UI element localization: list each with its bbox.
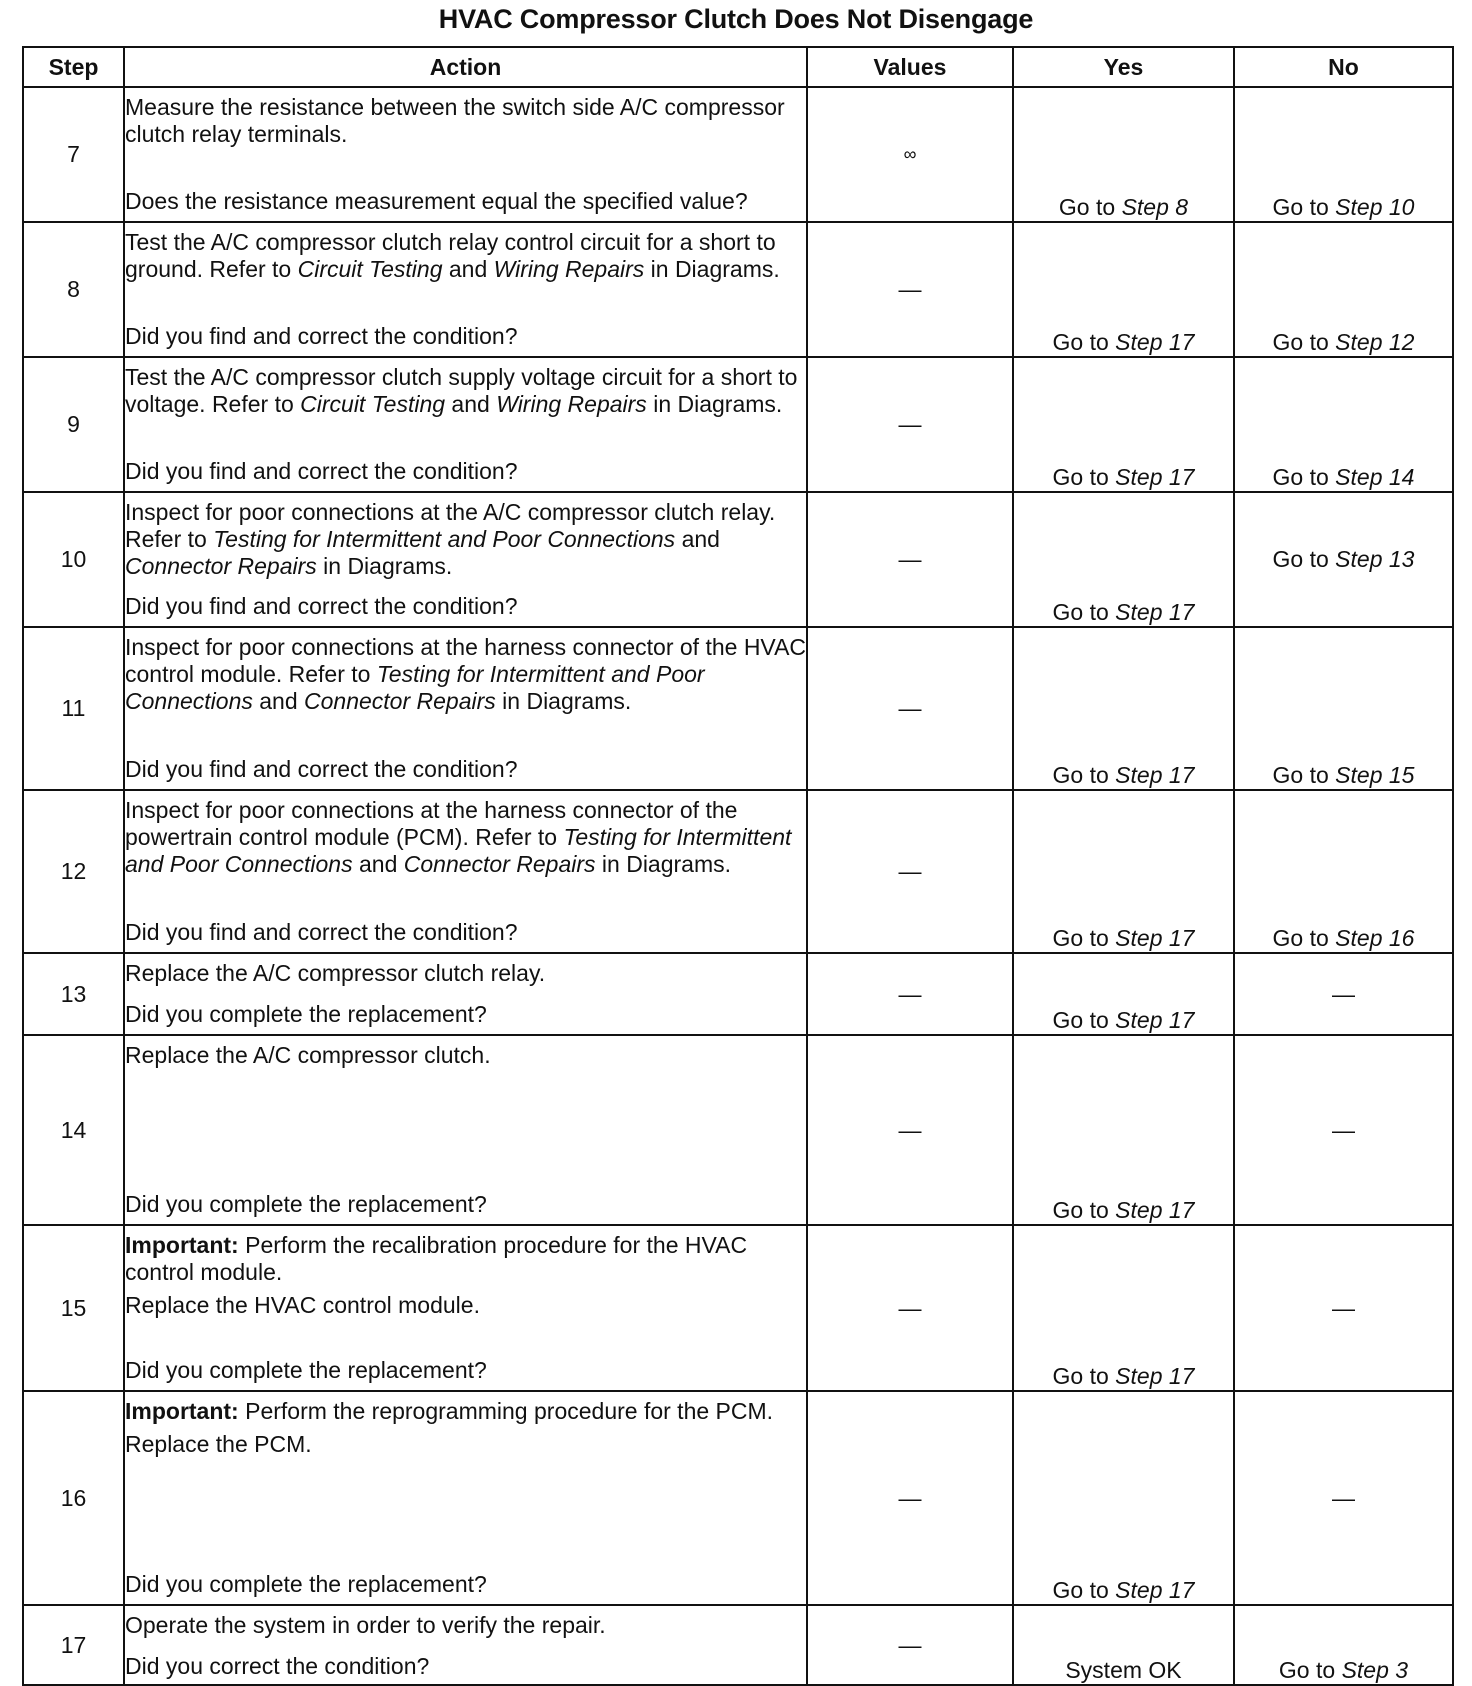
action-question: Did you find and correct the condition? <box>125 323 518 349</box>
no-step-link[interactable]: Step 3 <box>1341 1657 1409 1683</box>
yes-step-link[interactable]: Step 17 <box>1115 599 1195 625</box>
no-cell: — <box>1234 1035 1453 1225</box>
table-row <box>23 953 1453 1035</box>
value-cell: — <box>807 627 1013 790</box>
action-text: Measure the resistance between the switch side A/C compressor clutch relay terminals. <box>125 94 785 147</box>
action-text-part: in Diagrams. <box>495 688 632 714</box>
no-prefix: Go to <box>1272 194 1336 220</box>
yes-prefix: Go to <box>1058 194 1122 220</box>
yes-cell <box>1013 790 1234 953</box>
action-cell <box>124 87 807 222</box>
action-text <box>125 791 806 878</box>
step-number: 17 <box>23 1605 124 1685</box>
value-cell: — <box>807 357 1013 492</box>
yes-prefix: Go to <box>1052 599 1116 625</box>
yes-cell <box>1013 1391 1234 1605</box>
action-text <box>125 358 806 418</box>
no-cell <box>1234 357 1453 492</box>
step-number: 11 <box>23 627 124 790</box>
action-text-part: in Diagrams. <box>646 391 783 417</box>
reference-link[interactable]: Wiring Repairs <box>496 391 647 417</box>
action-question: Does the resistance measurement equal the specified value? <box>125 188 748 214</box>
table-row <box>23 1035 1453 1225</box>
header-no: No <box>1234 47 1453 87</box>
yes-prefix: Go to <box>1052 762 1116 788</box>
table-row <box>23 1605 1453 1685</box>
reference-link[interactable]: Testing for Intermittent and Poor Connections <box>213 526 676 552</box>
action-text-group <box>125 1392 806 1458</box>
table-row <box>23 222 1453 357</box>
yes-prefix: Go to <box>1052 464 1116 490</box>
page-title: HVAC Compressor Clutch Does Not Disengage <box>438 4 1034 34</box>
table-row <box>23 790 1453 953</box>
yes-step-link[interactable]: Step 8 <box>1121 194 1189 220</box>
important-label: Important: <box>125 1232 239 1258</box>
yes-step-link[interactable]: Step 17 <box>1115 762 1195 788</box>
no-cell: — <box>1234 1391 1453 1605</box>
action-question: Did you find and correct the condition? <box>125 756 518 782</box>
action-text: Operate the system in order to verify the repair. <box>125 1612 606 1638</box>
action-question: Did you complete the replacement? <box>125 1571 487 1597</box>
action-question: Did you find and correct the condition? <box>125 458 518 484</box>
yes-cell <box>1013 1225 1234 1391</box>
table-row <box>23 627 1453 790</box>
reference-link[interactable]: Testing for Intermittent and Poor Connections <box>125 824 792 877</box>
reference-link[interactable]: Circuit Testing <box>300 391 446 417</box>
yes-prefix: Go to <box>1052 925 1116 951</box>
no-prefix: Go to <box>1272 762 1336 788</box>
action-text <box>125 493 806 580</box>
table-row <box>23 357 1453 492</box>
action-text-part: in Diagrams. <box>644 256 780 282</box>
no-cell <box>1234 627 1453 790</box>
yes-prefix: Go to <box>1052 1007 1116 1033</box>
action-cell <box>124 492 807 627</box>
action-question: Did you correct the condition? <box>125 1653 430 1679</box>
yes-cell <box>1013 87 1234 222</box>
yes-cell <box>1013 492 1234 627</box>
value-cell: — <box>807 1605 1013 1685</box>
header-step: Step <box>23 47 124 87</box>
no-step-link[interactable]: Step 12 <box>1335 329 1415 355</box>
no-step-link[interactable]: Step 14 <box>1335 464 1415 490</box>
no-cell <box>1234 790 1453 953</box>
action-text: Replace the HVAC control module. <box>125 1292 480 1318</box>
no-prefix: Go to <box>1272 329 1336 355</box>
value-cell: — <box>807 790 1013 953</box>
action-text: Replace the A/C compressor clutch relay. <box>125 960 546 986</box>
yes-cell <box>1013 222 1234 357</box>
action-cell <box>124 953 807 1035</box>
action-text-part: and <box>445 391 497 417</box>
header-action: Action <box>124 47 807 87</box>
yes-cell <box>1013 1035 1234 1225</box>
header-yes: Yes <box>1013 47 1234 87</box>
yes-prefix: Go to <box>1052 329 1116 355</box>
no-prefix: Go to <box>1272 464 1336 490</box>
no-cell <box>1234 87 1453 222</box>
action-text-part: in Diagrams. <box>595 851 732 877</box>
table-row <box>23 1391 1453 1605</box>
yes-step-link[interactable]: Step 17 <box>1115 464 1195 490</box>
no-cell <box>1234 492 1453 627</box>
step-number: 16 <box>23 1391 124 1605</box>
no-step-link[interactable]: Step 15 <box>1335 762 1415 788</box>
reference-link[interactable]: Wiring Repairs <box>493 256 645 282</box>
yes-cell <box>1013 357 1234 492</box>
table-row <box>23 1225 1453 1391</box>
value-cell: — <box>807 222 1013 357</box>
action-text-part: Inspect for poor connections at the harness connector of the HVAC control module. Refer to <box>125 634 807 687</box>
no-cell: — <box>1234 953 1453 1035</box>
value-cell: — <box>807 953 1013 1035</box>
step-number: 10 <box>23 492 124 627</box>
yes-step-link[interactable]: Step 17 <box>1115 329 1195 355</box>
action-text-part: and <box>675 526 720 552</box>
yes-cell: System OK <box>1013 1605 1234 1685</box>
action-question: Did you find and correct the condition? <box>125 919 518 945</box>
yes-prefix: Go to <box>1052 1577 1116 1603</box>
yes-cell <box>1013 953 1234 1035</box>
yes-step-link[interactable]: Step 17 <box>1115 925 1195 951</box>
action-cell <box>124 357 807 492</box>
step-number: 8 <box>23 222 124 357</box>
yes-step-link[interactable]: Step 17 <box>1115 1197 1195 1223</box>
action-cell <box>124 1391 807 1605</box>
step-number: 12 <box>23 790 124 953</box>
action-text-part: in Diagrams. <box>316 553 453 579</box>
no-prefix: Go to <box>1272 925 1336 951</box>
action-text-part: Test the A/C compressor clutch relay control circuit for a short to ground. Refer to <box>125 229 776 282</box>
important-note <box>125 1232 806 1286</box>
yes-step-link[interactable]: Step 17 <box>1115 1363 1195 1389</box>
step-number: 13 <box>23 953 124 1035</box>
action-text-part: Test the A/C compressor clutch supply voltage circuit for a short to voltage. Refer to <box>125 364 798 417</box>
header-values: Values <box>807 47 1013 87</box>
diagnostic-table <box>22 46 1454 1686</box>
no-step-link[interactable]: Step 13 <box>1335 546 1415 572</box>
no-cell: — <box>1234 1225 1453 1391</box>
action-text <box>125 628 806 715</box>
action-cell <box>124 1225 807 1391</box>
action-cell <box>124 1605 807 1685</box>
action-text-group <box>125 1226 806 1319</box>
important-text: Perform the recalibration procedure for the HVAC control module. <box>125 1232 748 1285</box>
important-text: Perform the reprogramming procedure for the PCM. <box>238 1398 774 1424</box>
reference-link[interactable]: Connector Repairs <box>304 688 496 714</box>
value-cell: — <box>807 1225 1013 1391</box>
yes-step-link[interactable]: Step 17 <box>1115 1577 1195 1603</box>
no-cell <box>1234 222 1453 357</box>
reference-link[interactable]: Connector Repairs <box>125 553 317 579</box>
yes-cell <box>1013 627 1234 790</box>
action-text: Replace the PCM. <box>125 1431 312 1457</box>
action-question: Did you complete the replacement? <box>125 1191 487 1217</box>
table-row <box>23 87 1453 222</box>
action-question: Did you complete the replacement? <box>125 1357 487 1383</box>
reference-link[interactable]: Circuit Testing <box>297 256 443 282</box>
value-cell: — <box>807 1035 1013 1225</box>
action-text-part: and <box>252 688 305 714</box>
action-text-part: Inspect for poor connections at the harness connector of the powertrain control module (PCM). Refer to <box>125 797 738 850</box>
yes-prefix: Go to <box>1052 1363 1116 1389</box>
important-label: Important: <box>125 1398 239 1424</box>
step-number: 9 <box>23 357 124 492</box>
yes-step-link[interactable]: Step 17 <box>1115 1007 1195 1033</box>
action-question: Did you complete the replacement? <box>125 1001 487 1027</box>
value-cell: ∞ <box>807 87 1013 222</box>
action-cell <box>124 222 807 357</box>
important-note <box>125 1398 806 1425</box>
action-text-part: and <box>442 256 494 282</box>
action-text-part: and <box>352 851 404 877</box>
yes-prefix: Go to <box>1052 1197 1116 1223</box>
step-number: 14 <box>23 1035 124 1225</box>
action-text-part: Inspect for poor connections at the A/C compressor clutch relay. Refer to <box>125 499 776 552</box>
step-number: 7 <box>23 87 124 222</box>
no-step-link[interactable]: Step 10 <box>1335 194 1415 220</box>
no-prefix: Go to <box>1272 546 1336 572</box>
reference-link[interactable]: Testing for Intermittent and Poor Connections <box>125 661 705 714</box>
reference-link[interactable]: Connector Repairs <box>403 851 596 877</box>
table-header-row <box>23 47 1453 87</box>
action-cell <box>124 790 807 953</box>
action-question: Did you find and correct the condition? <box>125 593 518 619</box>
value-cell: — <box>807 1391 1013 1605</box>
table-row <box>23 492 1453 627</box>
no-prefix: Go to <box>1278 1657 1342 1683</box>
step-number: 15 <box>23 1225 124 1391</box>
no-cell <box>1234 1605 1453 1685</box>
action-cell <box>124 1035 807 1225</box>
action-text <box>125 223 806 283</box>
value-cell: — <box>807 492 1013 627</box>
no-step-link[interactable]: Step 16 <box>1335 925 1415 951</box>
action-text: Replace the A/C compressor clutch. <box>125 1042 491 1068</box>
action-cell <box>124 627 807 790</box>
